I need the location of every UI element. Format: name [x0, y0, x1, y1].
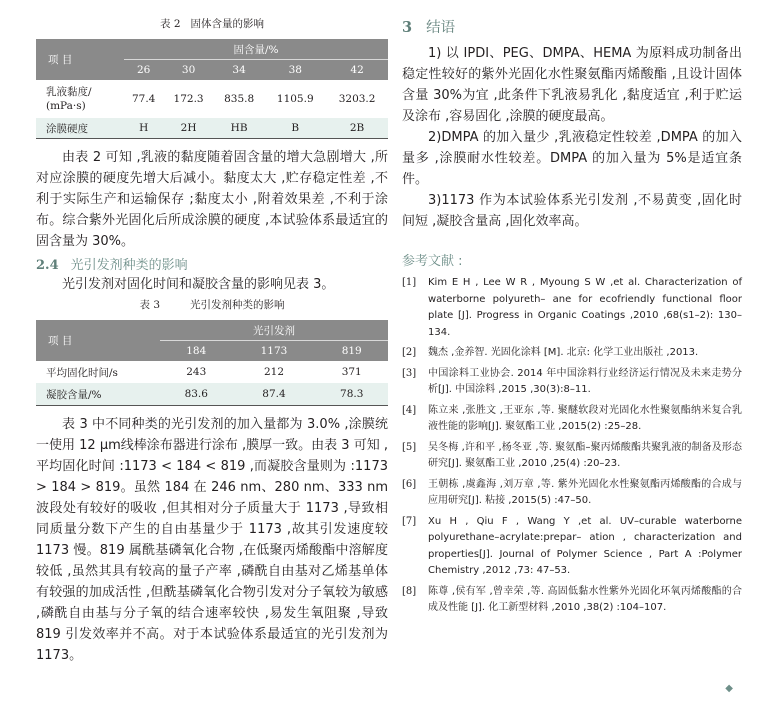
table2-row-label: 涂膜硬度	[36, 118, 124, 139]
row-label-line2: (mPa·s)	[46, 100, 86, 112]
end-mark-diamond-icon: ◆	[725, 683, 733, 694]
list-item	[402, 514, 742, 580]
section-title: 结语	[426, 20, 456, 36]
table3-group-header: 光引发剂	[160, 320, 388, 341]
table2-caption-num: 表 2	[159, 18, 181, 30]
table-cell: 835.8	[214, 80, 265, 118]
list-item	[402, 345, 742, 362]
right-column	[402, 0, 742, 621]
conclusion-1: 1) 以 IPDI、PEG、DMPA、HEMA 为原料成功制备出稳定性较好的紫外光固化水性聚氨酯丙烯酸酯 ,且设计固体含量 30%为宜 ,此条件下乳液易乳化 ,黏度适宜 ,利于贮运及涂布 ,容易固化 ,涂膜的硬度最高。	[402, 46, 742, 124]
paragraph-table3-discussion: 表 3 中不同种类的光引发剂的加入量都为 3.0% ,涂膜统一使用 12 μm线棒涂布器进行涂布 ,膜厚一致。由表 3 可知 ,平均固化时间 :1173 < 184 < 819 ,而凝胶含量则为 :1173 > 184 > 819。虽然 184 在 246 nm、280 nm、333 nm 波段处有较好的吸收 ,但其相对分子质量大于 1173 ,导致相同质量分数下产生的自由基量少于 1173 ,故其引发速度较 1173 慢。819 属酰基磷氧化合物 ,在低聚丙烯酸酯中溶解度较低 ,虽然其具有较高的量子产率 ,磷酰自由基对乙烯基单体有较强的加成活性 ,但酰基磷氧化合物引发对分子氧较为敏感 ,磷酰自由基与分子氧的结合速率较快 ,易发生氧阻聚 ,导致 819 引发效率并不高。对于本试验体系最适宜的光引发剂为 1173。	[36, 417, 388, 663]
table-cell: 212	[233, 361, 316, 383]
section-number: 3	[402, 19, 413, 36]
ref-text: 中国涂料工业协会. 2014 年中国涂料行业经济运行情况及未来走势分析[J]. 中国涂料 ,2015 ,30(3):8–11.	[428, 367, 742, 395]
list-item	[402, 584, 742, 617]
table2-col-3: 38	[264, 60, 326, 81]
table3-item-header: 项 目	[48, 335, 73, 347]
list-item	[402, 275, 742, 341]
table2-item-header: 项 目	[48, 54, 73, 66]
ref-text: 陈立来 ,张胜文 ,王亚东 ,等. 聚醚软段对光固化水性聚氨酯纳米复合乳液性能的影响[J]. 聚氨酯工业 ,2015(2) :25–28.	[428, 404, 742, 432]
row-label-line1: 乳液黏度/	[46, 86, 92, 98]
table-cell: HB	[214, 118, 265, 139]
paragraph-table2-discussion: 由表 2 可知 ,乳液的黏度随着固含量的增大急剧增大 ,所对应涂膜的硬度先增大后减小。黏度太大 ,贮存稳定性差 ,不利于实际生产和运输保存 ;黏度太小 ,附着效果差 ,不利于涂布。综合紫外光固化后所成涂膜的硬度 ,本试验体系最适宜的固含量为 30%。	[36, 150, 388, 249]
list-item	[402, 440, 742, 473]
table2-col-0: 26	[124, 60, 163, 81]
table2	[36, 39, 388, 139]
table3-caption	[36, 297, 388, 312]
ref-index: [7]	[402, 515, 417, 527]
ref-index: [6]	[402, 478, 417, 490]
table-cell: 371	[315, 361, 388, 383]
ref-index: [2]	[402, 347, 417, 358]
ref-index: [4]	[402, 404, 417, 416]
paragraph-table3-intro: 光引发剂对固化时间和凝胶含量的影响见表 3。	[62, 277, 335, 292]
ref-index: [3]	[402, 367, 417, 379]
table-cell: 78.3	[315, 383, 388, 406]
table2-row-label	[36, 80, 124, 118]
table-row	[36, 383, 388, 406]
references-heading: 参考文献 :	[402, 254, 463, 269]
section-2-4-heading	[36, 254, 388, 274]
section-title: 光引发剂种类的影响	[70, 258, 188, 273]
table2-col-2: 34	[214, 60, 265, 81]
list-item	[402, 366, 742, 399]
section-number: 2.4	[36, 258, 59, 273]
table-row	[36, 118, 388, 139]
table-cell: 2B	[326, 118, 388, 139]
ref-text: 魏杰 ,金养智. 光固化涂料 [M]. 北京: 化学工业出版社 ,2013.	[428, 347, 699, 358]
reference-list	[402, 275, 742, 617]
table-cell: H	[124, 118, 163, 139]
table3-col-1: 1173	[233, 341, 316, 362]
table-cell: 1105.9	[264, 80, 326, 118]
table3-caption-text: 光引发剂种类的影响	[190, 299, 285, 311]
table-cell: 83.6	[160, 383, 233, 406]
table-row	[36, 361, 388, 383]
table-row	[36, 80, 388, 118]
table2-col-4: 42	[326, 60, 388, 81]
table-cell: 172.3	[163, 80, 214, 118]
table2-caption	[36, 16, 388, 31]
left-column	[36, 0, 388, 666]
table-cell: 2H	[163, 118, 214, 139]
list-item	[402, 403, 742, 436]
list-item	[402, 477, 742, 510]
ref-text: Xu H , Qiu F , Wang Y ,et al. UV–curable waterborne polyurethane–acrylate:prepar– ation , characterization and properties[J]. Journal of Polymer Science , Part A :Polymer Chemistry ,2012 ,73: 47–53.	[428, 515, 742, 576]
table3	[36, 320, 388, 406]
ref-text: Kim E H , Lee W R , Myoung S W ,et al. Characterization of waterborne polyureth– ane for ecofriendly functional floor plate [J]. Progress in Organic Coatings ,2010 ,68(s1–2): 130–134.	[428, 277, 742, 338]
table3-col-2: 819	[315, 341, 388, 362]
table3-row-label: 凝胶含量/%	[36, 383, 160, 406]
table-cell: B	[264, 118, 326, 139]
ref-index: [5]	[402, 441, 417, 453]
table2-caption-text: 固体含量的影响	[190, 18, 265, 30]
ref-text: 陈尊 ,侯有军 ,曾幸荣 ,等. 高固低黏水性紫外光固化环氧丙烯酸酯的合成及性能 [J]. 化工新型材料 ,2010 ,38(2) :104–107.	[428, 585, 742, 613]
section-3-heading	[402, 16, 742, 37]
conclusion-3: 3)1173 作为本试验体系光引发剂 ,不易黄变 ,固化时间短 ,凝胶含量高 ,固化效率高。	[402, 193, 742, 229]
ref-text: 吴冬梅 ,许和平 ,杨冬亚 ,等. 聚氨酯–聚丙烯酸酯共聚乳液的制备及形态研究[J]. 聚氨酯工业 ,2010 ,25(4) :20–23.	[428, 441, 742, 469]
ref-index: [8]	[402, 585, 417, 597]
conclusion-2: 2)DMPA 的加入量少 ,乳液稳定性较差 ,DMPA 的加入量多 ,涂膜耐水性较差。DMPA 的加入量为 5%是适宜条件。	[402, 130, 742, 187]
table2-group-header: 固含量/%	[124, 39, 388, 60]
table-cell: 77.4	[124, 80, 163, 118]
table-cell: 243	[160, 361, 233, 383]
table3-caption-num: 表 3	[139, 299, 161, 311]
ref-text: 王朝栋 ,虞鑫海 ,刘万章 ,等. 紫外光固化水性聚氨酯丙烯酸酯的合成与应用研究[J]. 粘接 ,2015(5) :47–50.	[428, 478, 742, 506]
ref-index: [1]	[402, 277, 417, 288]
table3-col-0: 184	[160, 341, 233, 362]
table3-row-label: 平均固化时间/s	[36, 361, 160, 383]
table-cell: 3203.2	[326, 80, 388, 118]
table2-col-1: 30	[163, 60, 214, 81]
table-cell: 87.4	[233, 383, 316, 406]
